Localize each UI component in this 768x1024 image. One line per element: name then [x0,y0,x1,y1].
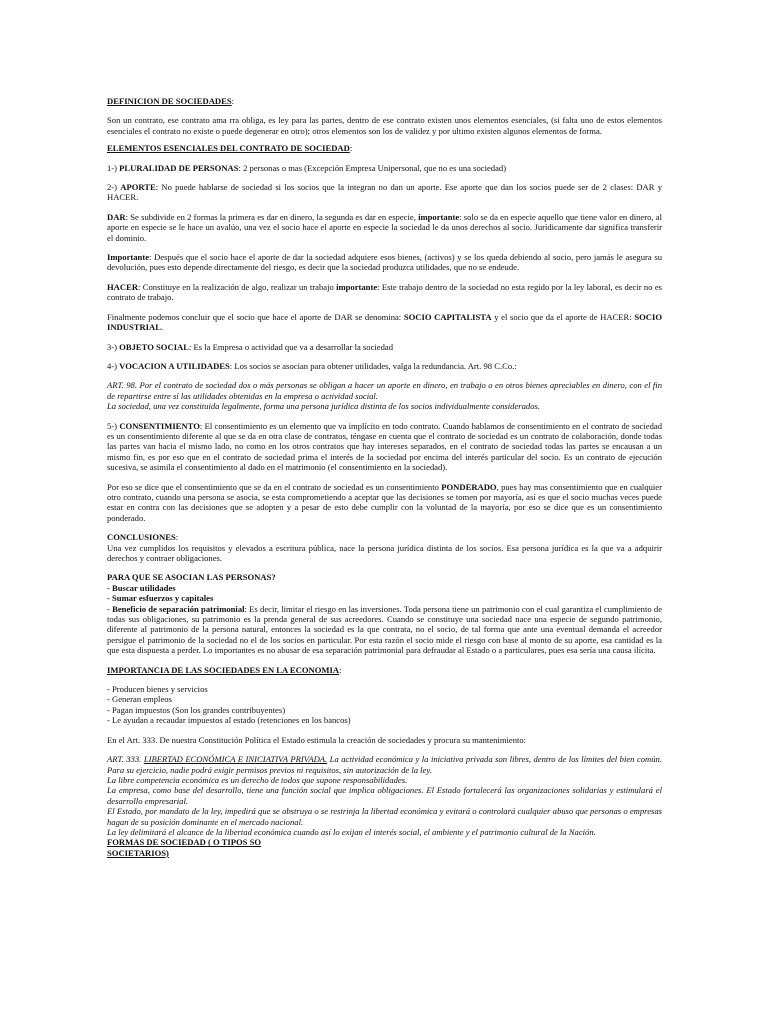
element-4-text: : Los socios se asocian para obtener utilidades, valga la redundancia. Art. 98 C.Co.: [229,360,517,371]
element-3-text: : Es la Empresa o actividad que va a desarrollar la sociedad [188,341,394,352]
finalmente-text-1: Finalmente podemos concluir que el socio que hace el aporte de DAR se denomina: [107,311,404,322]
art333-paragraph-4: El Estado, por mandato de la ley, impedirá que se obstruya o se restrinja la libertad económica y evitará o controlará cualquier abuso que personas o empresas hagan de su posición dominante en el mercado nacional. [107,806,662,827]
hacer-important: importante [336,281,378,292]
element-2 [107,182,662,203]
para-que-item-3-heading: Beneficio de separación patrimonial [112,603,245,614]
ponderado-text-1: Por eso se dice que el consentimiento que se da en el contrato de sociedad es un consentimiento [107,481,442,492]
art98-paragraph-2: La sociedad, una vez constituida legalmente, forma una persona jurídica distinta de los socios individualmente considerados. [107,401,540,412]
art333-paragraph-1 [107,754,662,775]
ponderado-paragraph [107,482,662,524]
importante-paragraph [107,252,662,273]
importante-heading: Importante [107,252,150,263]
element-5-prefix: 5-) [107,420,120,431]
element-1 [107,163,662,173]
title-definicion-text: DEFINICION DE SOCIEDADES [107,96,232,106]
title-elementos-text: ELEMENTOS ESENCIALES DEL CONTRATO DE SOCIEDAD [107,143,350,154]
hacer-text-1: : Constituye en la realización de algo, realizar un trabajo [138,281,337,292]
importancia-list [107,684,662,726]
definition-paragraph: Son un contrato, ese contrato ama rra obliga, es ley para las partes, dentro de ese contrato existen unos elementos esenciales, (si falta uno de estos elementos esenciales el contrato no existe o puede degenerar en otro); otros elementos son los de validez y por ultimo existen algunos elementos de forma. [107,115,662,136]
element-3-heading: OBJETO SOCIAL [119,341,189,352]
hacer-text-2: : Este trabajo dentro de la sociedad no esta regido por la ley laboral, es decir no es contrato de trabajo. [107,281,662,303]
finalmente-text-2: y el socio que da el aporte de HACER: [491,311,635,322]
element-4 [107,361,662,371]
para-que-item-2: - Sumar esfuerzos y capitales [107,593,214,604]
element-5-text: : El consentimiento es un elemento que va implícito en todo contrato. Cuando hablamos de consentimiento en el contrato de sociedad es un consentimiento diferente al que se da en otra clase de contratos, téngase en cuenta que el contrato de sociedad es un contrato de colaboración, donde todas las partes van hacia el mismo lado, no como en los otros contratos que hay intereses separados, en el contrato de sociedad todas las partes se encausan a un mismo fin, es por eso que en el contrato de sociedad prima el interés de la sociedad por encima del interés particular del socio. Es un contrato de ejecución sucesiva, se asimila el consentimiento al dado en el matrimonio (el consentimiento en la sociedad). [107,420,662,473]
importancia-colon: : [339,664,342,675]
hacer-heading: HACER [107,281,139,292]
conclusiones-heading [107,532,662,542]
title-definicion-suffix: : [231,96,235,106]
formas-title-line-2: SOCIETARIOS) [107,847,169,858]
art333-paragraph-3: La empresa, como base del desarrollo, tiene una función social que implica obligaciones. El Estado fortalecerá las organizaciones solidarias y estimulará el desarrollo empresarial. [107,785,662,806]
para-que-item-3-dash: - [107,603,113,614]
art333-title: LIBERTAD ECONÓMICA E INICIATIVA PRIVADA. [143,754,328,765]
dar-text-1: : Se subdivide en 2 formas la primera es dar en dinero, la segunda es dar en especie, [125,211,419,222]
element-5 [107,421,662,473]
para-que-item-1: - Buscar utilidades [107,582,176,593]
element-5-heading: CONSENTIMIENTO [119,420,200,431]
art333-head: ART. 333. [107,754,144,765]
dar-important: importante [418,211,460,222]
list-item: - Le ayudan a recaudar impuestos al estado (retenciones en los bancos) [107,715,351,726]
para-que-item-3-text: : Es decir, limitar el riesgo en las inversiones. Toda persona tiene un patrimonio con el cual garantiza el cumplimiento de todas sus obligaciones, su patrimonio es la prenda general de sus acreedores. Cuando se constituye una sociedad nace una especie de segundo patrimonio, diferente al patrimonio de la persona natural, entonces la sociedad es la que contrata, no el socio, de tal forma que ante una eventual demanda el acreedor persigue el patrimonio de la sociedad no el de los socios en particular. Por esta razón el socio mide el riesgo con base al monto de su aporte, esa cantidad es la que esta dispuesta a perder. Lo importantes es no abusar de esa separación patrimonial para defraudar al Estado o a particulares, pues esa sería una causa ilícita. [107,603,663,656]
element-1-prefix: 1-) [107,162,120,173]
finalmente-text-3: . [160,322,164,333]
finalmente-paragraph [107,312,662,333]
ponderado-heading: PONDERADO [441,481,497,492]
socio-capitalista: SOCIO CAPITALISTA [403,311,492,322]
importancia-heading [107,665,662,675]
element-3-prefix: 3-) [107,341,120,352]
document-page [107,96,662,858]
element-1-text: : 2 personas o mas (Excepción Empresa Unipersonal, que no es una sociedad) [238,162,507,173]
list-item: - Pagan impuestos (Son los grandes contribuyentes) [107,704,286,715]
formas-title-line-1: FORMAS DE SOCIEDAD ( O TIPOS SO [107,837,262,848]
element-4-prefix: 4-) [107,360,120,371]
art333-intro: En el Art. 333. De nuestra Constitución Política el Estado estimula la creación de sociedades y procura su mantenimiento: [107,734,527,745]
title-elementos [107,143,662,153]
conclusiones-colon: : [175,532,179,543]
conclusiones-title: CONCLUSIONES [107,532,176,543]
importancia-title: IMPORTANCIA DE LAS SOCIEDADES EN LA ECONOMIA [107,664,340,675]
hacer-paragraph [107,282,662,303]
dar-heading: DAR [107,211,126,222]
element-2-heading: APORTE [120,182,156,193]
title-definicion [107,96,662,106]
importante-text: : Después que el socio hace el aporte de dar la sociedad adquiere esos bienes, (activos) y se los queda debiendo al socio, pero jamás le asegura su devolución, pues esto depende directamente del riesgo, es decir que la sociedad produzca utilidades, que no se endeude. [107,252,662,273]
dar-text-2: : solo se da en especie aquello que tiene valor en dinero, al aporte en especie se le hace un avalúo, una vez el socio hace el aporte en especie la sociedad le da unos derechos al socio. Jurídicamente dar significa transferir el dominio. [107,211,663,243]
art333-text-1: La actividad económica y la iniciativa privada son libres, dentro de los límites del bien común. Para su ejercicio, nadie podrá exigir permisos previos ni requisitos, sin autorización de la ley. [107,754,663,775]
socio-industrial: SOCIO INDUSTRIAL [107,311,663,333]
element-4-heading: VOCACION A UTILIDADES [119,360,230,371]
element-2-prefix: 2-) [107,182,121,193]
conclusiones-text: Una vez cumplidos los requisitos y elevados a escritura pública, nace la persona jurídica distinta de los socios. Esa persona jurídica es la que va a adquirir derechos y contraer obligaciones. [107,542,662,563]
element-1-heading: PLURALIDAD DE PERSONAS [119,162,239,173]
art98-paragraph-1: ART. 98. Por el contrato de sociedad dos o más personas se obligan a hacer un aporte en dinero, en trabajo o en otros bienes apreciables en dinero, con el fin de repartirse entre sí las utilidades obtenidas en la empresa o actividad social. [107,380,662,401]
para-que-item-3 [107,604,662,656]
ponderado-text-2: , pues hay mas consentimiento que en cualquier otro contrato, cuando una persona se asocia, se esta comprometiendo a aceptar que las decisiones se tomen por mayoría, así es que el socio muchas veces puede estar en contra con las decisiones que se adopten y a pesar de esto debe cumplir con la voluntad de la mayoría, por eso se dice que es un consentimiento ponderado. [107,481,662,523]
element-2-text: : No puede hablarse de sociedad si los socios que la integran no dan un aporte. Ese aporte que dan los socios puede ser de 2 clases: DAR y HACER. [107,182,662,203]
list-item: - Generan empleos [107,694,172,705]
para-que-heading: PARA QUE SE ASOCIAN LAS PERSONAS? [107,572,276,583]
art333-paragraph-2: La libre competencia económica es un derecho de todos que supone responsabilidades. [107,774,408,785]
dar-paragraph [107,212,662,243]
list-item: - Producen bienes y servicios [107,684,208,695]
element-3 [107,342,662,352]
art333-paragraph-5: La ley delimitará el alcance de la libertad económica cuando así lo exijan el interés social, el ambiente y el patrimonio cultural de la Nación. [107,826,596,837]
title-elementos-suffix: : [349,143,353,154]
